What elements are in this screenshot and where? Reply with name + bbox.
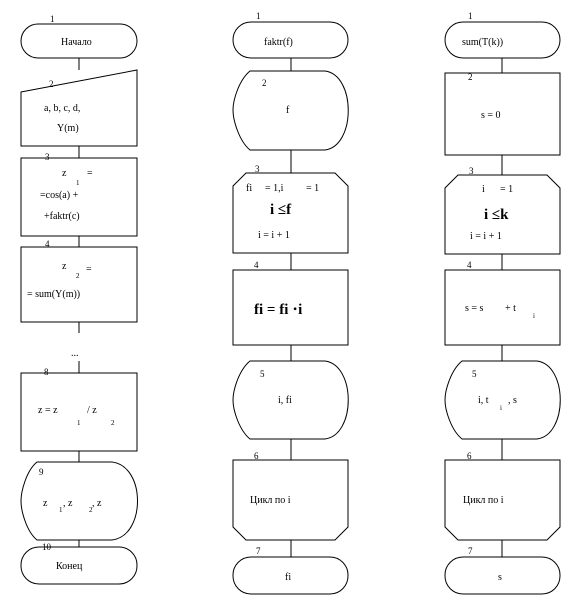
output-vars: i, fi (278, 395, 292, 406)
ellipsis: ... (71, 348, 79, 359)
loop-step: i = i + 1 (258, 230, 290, 241)
main-algorithm-column (21, 14, 138, 584)
subscript: i (533, 312, 535, 320)
block-number: 5 (472, 369, 477, 379)
terminator-label: faktr(f) (264, 37, 293, 48)
terminator-label: Начало (61, 37, 92, 48)
start-terminator (21, 14, 137, 58)
formula-line: = sum(Y(m)) (27, 289, 81, 300)
block-number: 9 (39, 467, 44, 477)
process-formula: s = s (465, 303, 484, 314)
sum-function-column (445, 11, 560, 594)
output-block (21, 462, 138, 540)
block-number: 1 (50, 14, 55, 24)
process-block (233, 260, 348, 345)
block-number: 3 (469, 166, 474, 176)
loop-start-block (445, 166, 560, 254)
loop-start-block (233, 164, 348, 253)
input-var: f (286, 105, 290, 116)
block-number: 6 (254, 451, 259, 461)
output-var: , z (63, 498, 73, 509)
formula-line: =cos(a) + (40, 190, 79, 201)
output-var: , z (92, 498, 102, 509)
block-number: 2 (262, 78, 267, 88)
formula-line: +faktr(c) (44, 211, 80, 222)
block-number: 1 (256, 11, 261, 21)
loop-condition: i ≤f (270, 202, 292, 218)
subscript: 2 (111, 419, 115, 427)
process-formula: + t (505, 303, 516, 314)
loop-init: = 1 (500, 184, 514, 195)
block-number: 3 (45, 152, 50, 162)
block-number: 10 (42, 542, 51, 552)
output-var: z (43, 498, 48, 509)
process-block (445, 72, 560, 155)
output-block (445, 361, 560, 439)
variable-z: z (62, 261, 67, 272)
process-block (445, 260, 560, 345)
subscript: 1 (59, 506, 63, 514)
process-block-z (21, 367, 137, 451)
block-number: 7 (468, 546, 473, 556)
function-start-terminator (233, 11, 348, 58)
loop-end-block (233, 451, 348, 540)
loop-end-block (445, 451, 560, 540)
block-number: 1 (468, 11, 473, 21)
return-value: fi (285, 572, 292, 583)
block-number: 5 (260, 369, 265, 379)
terminator-label: Конец (56, 561, 83, 572)
output-block (233, 361, 348, 439)
factorial-function-column (233, 11, 348, 594)
loop-step: i = i + 1 (470, 231, 502, 242)
subscript: i (500, 404, 502, 412)
equals-sign: = (87, 168, 93, 179)
loop-end-label: Цикл по i (463, 495, 504, 506)
block-number: 8 (44, 367, 49, 377)
block-number: 4 (254, 260, 259, 270)
input-vars-line2: Y(m) (57, 123, 79, 134)
block-number: 2 (49, 79, 54, 89)
process-formula: fi = fi ⋅i (254, 302, 303, 318)
variable-z: z (62, 168, 67, 179)
subscript: 1 (77, 419, 81, 427)
loop-init: fi (246, 183, 253, 194)
equals-sign: = (86, 264, 92, 275)
formula-divide: / z (87, 405, 97, 416)
process-formula: s = 0 (481, 110, 501, 121)
input-block (21, 70, 137, 146)
loop-init: = 1,i (265, 183, 284, 194)
return-value: s (498, 572, 502, 583)
loop-init: i (482, 184, 485, 195)
function-start-terminator (445, 11, 560, 58)
end-terminator (21, 542, 137, 584)
output-vars: i, t (478, 395, 489, 406)
block-number: 4 (45, 239, 50, 249)
subscript: 1 (76, 179, 80, 187)
loop-end-label: Цикл по i (250, 495, 291, 506)
block-number: 3 (255, 164, 260, 174)
terminator-label: sum(T(k)) (462, 37, 504, 48)
subscript: 2 (89, 506, 93, 514)
loop-init: = 1 (306, 183, 320, 194)
output-vars: , s (508, 395, 517, 406)
block-number: 2 (468, 72, 473, 82)
block-number: 6 (467, 451, 472, 461)
input-block (233, 71, 348, 150)
block-number: 4 (467, 260, 472, 270)
block-number: 7 (256, 546, 261, 556)
process-block-z2 (21, 239, 137, 322)
formula-z: z = z (38, 405, 58, 416)
loop-condition: i ≤k (484, 207, 509, 223)
subscript: 2 (76, 272, 80, 280)
input-vars-line1: a, b, c, d, (44, 103, 81, 114)
process-block-z1 (21, 152, 137, 236)
